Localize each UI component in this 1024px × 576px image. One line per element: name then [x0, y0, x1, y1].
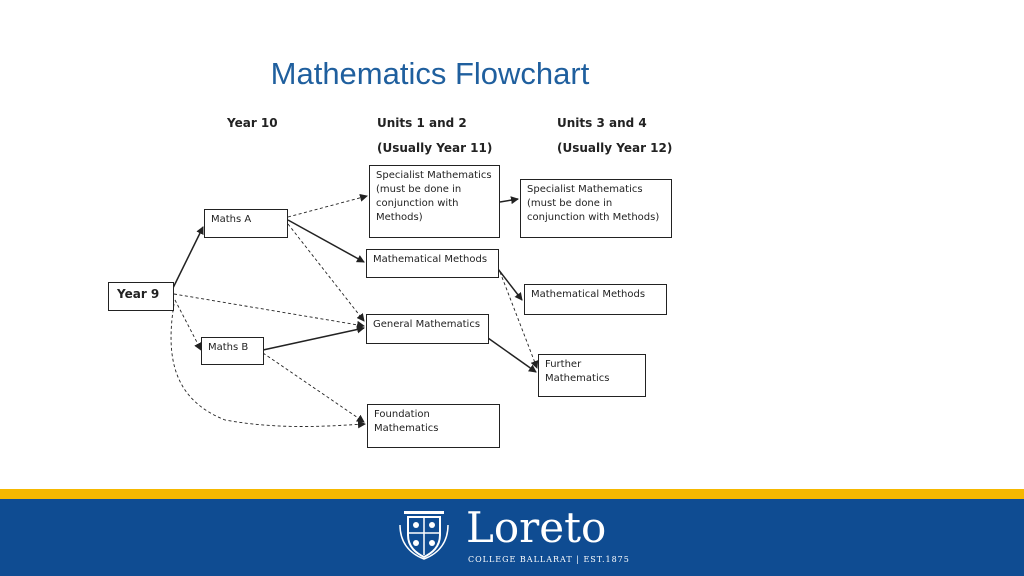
dashed-maths-a-specialist: [288, 196, 367, 217]
node-year9: Year 9: [108, 282, 174, 311]
dashed-maths-a-general: [288, 224, 364, 321]
dashed-year9-foundation: [171, 304, 365, 427]
slide-title: Mathematics Flowchart: [270, 56, 590, 91]
column-subheader-units34: (Usually Year 12): [557, 141, 673, 155]
node-maths-b: Maths B: [201, 337, 264, 365]
node-general-units12: General Mathematics: [366, 314, 489, 344]
dashed-maths-b-foundation: [263, 353, 364, 422]
node-further-units34: Further Mathematics: [538, 354, 646, 397]
arrow-maths-b-general: [263, 328, 364, 350]
arrow-maths-a-methods: [288, 220, 364, 262]
column-header-year10: Year 10: [227, 116, 278, 130]
college-tagline: COLLEGE BALLARAT | EST.1875: [468, 555, 630, 564]
arrow-general-further: [488, 338, 536, 372]
arrow-specialist-12-34: [500, 199, 518, 202]
arrow-year9-maths-a: [173, 227, 203, 288]
college-brand-wordmark: Loreto: [466, 503, 607, 552]
node-methods-units12: Mathematical Methods: [366, 249, 499, 278]
node-methods-units34: Mathematical Methods: [524, 284, 667, 315]
column-header-units12: Units 1 and 2: [377, 116, 467, 130]
arrow-methods-12-34: [498, 269, 522, 300]
node-specialist-units34: Specialist Mathematics (must be done in conjunction with Methods): [520, 179, 672, 238]
node-specialist-units12: Specialist Mathematics (must be done in conjunction with Methods): [369, 165, 500, 238]
dashed-year9-general: [174, 294, 364, 326]
column-subheader-units12: (Usually Year 11): [377, 141, 493, 155]
dashed-year9-maths-b: [175, 300, 201, 350]
footer-gold-stripe: [0, 489, 1024, 499]
column-header-units34: Units 3 and 4: [557, 116, 647, 130]
node-foundation-units12: Foundation Mathematics: [367, 404, 500, 448]
college-crest-logo: [394, 505, 454, 561]
node-maths-a: Maths A: [204, 209, 288, 238]
